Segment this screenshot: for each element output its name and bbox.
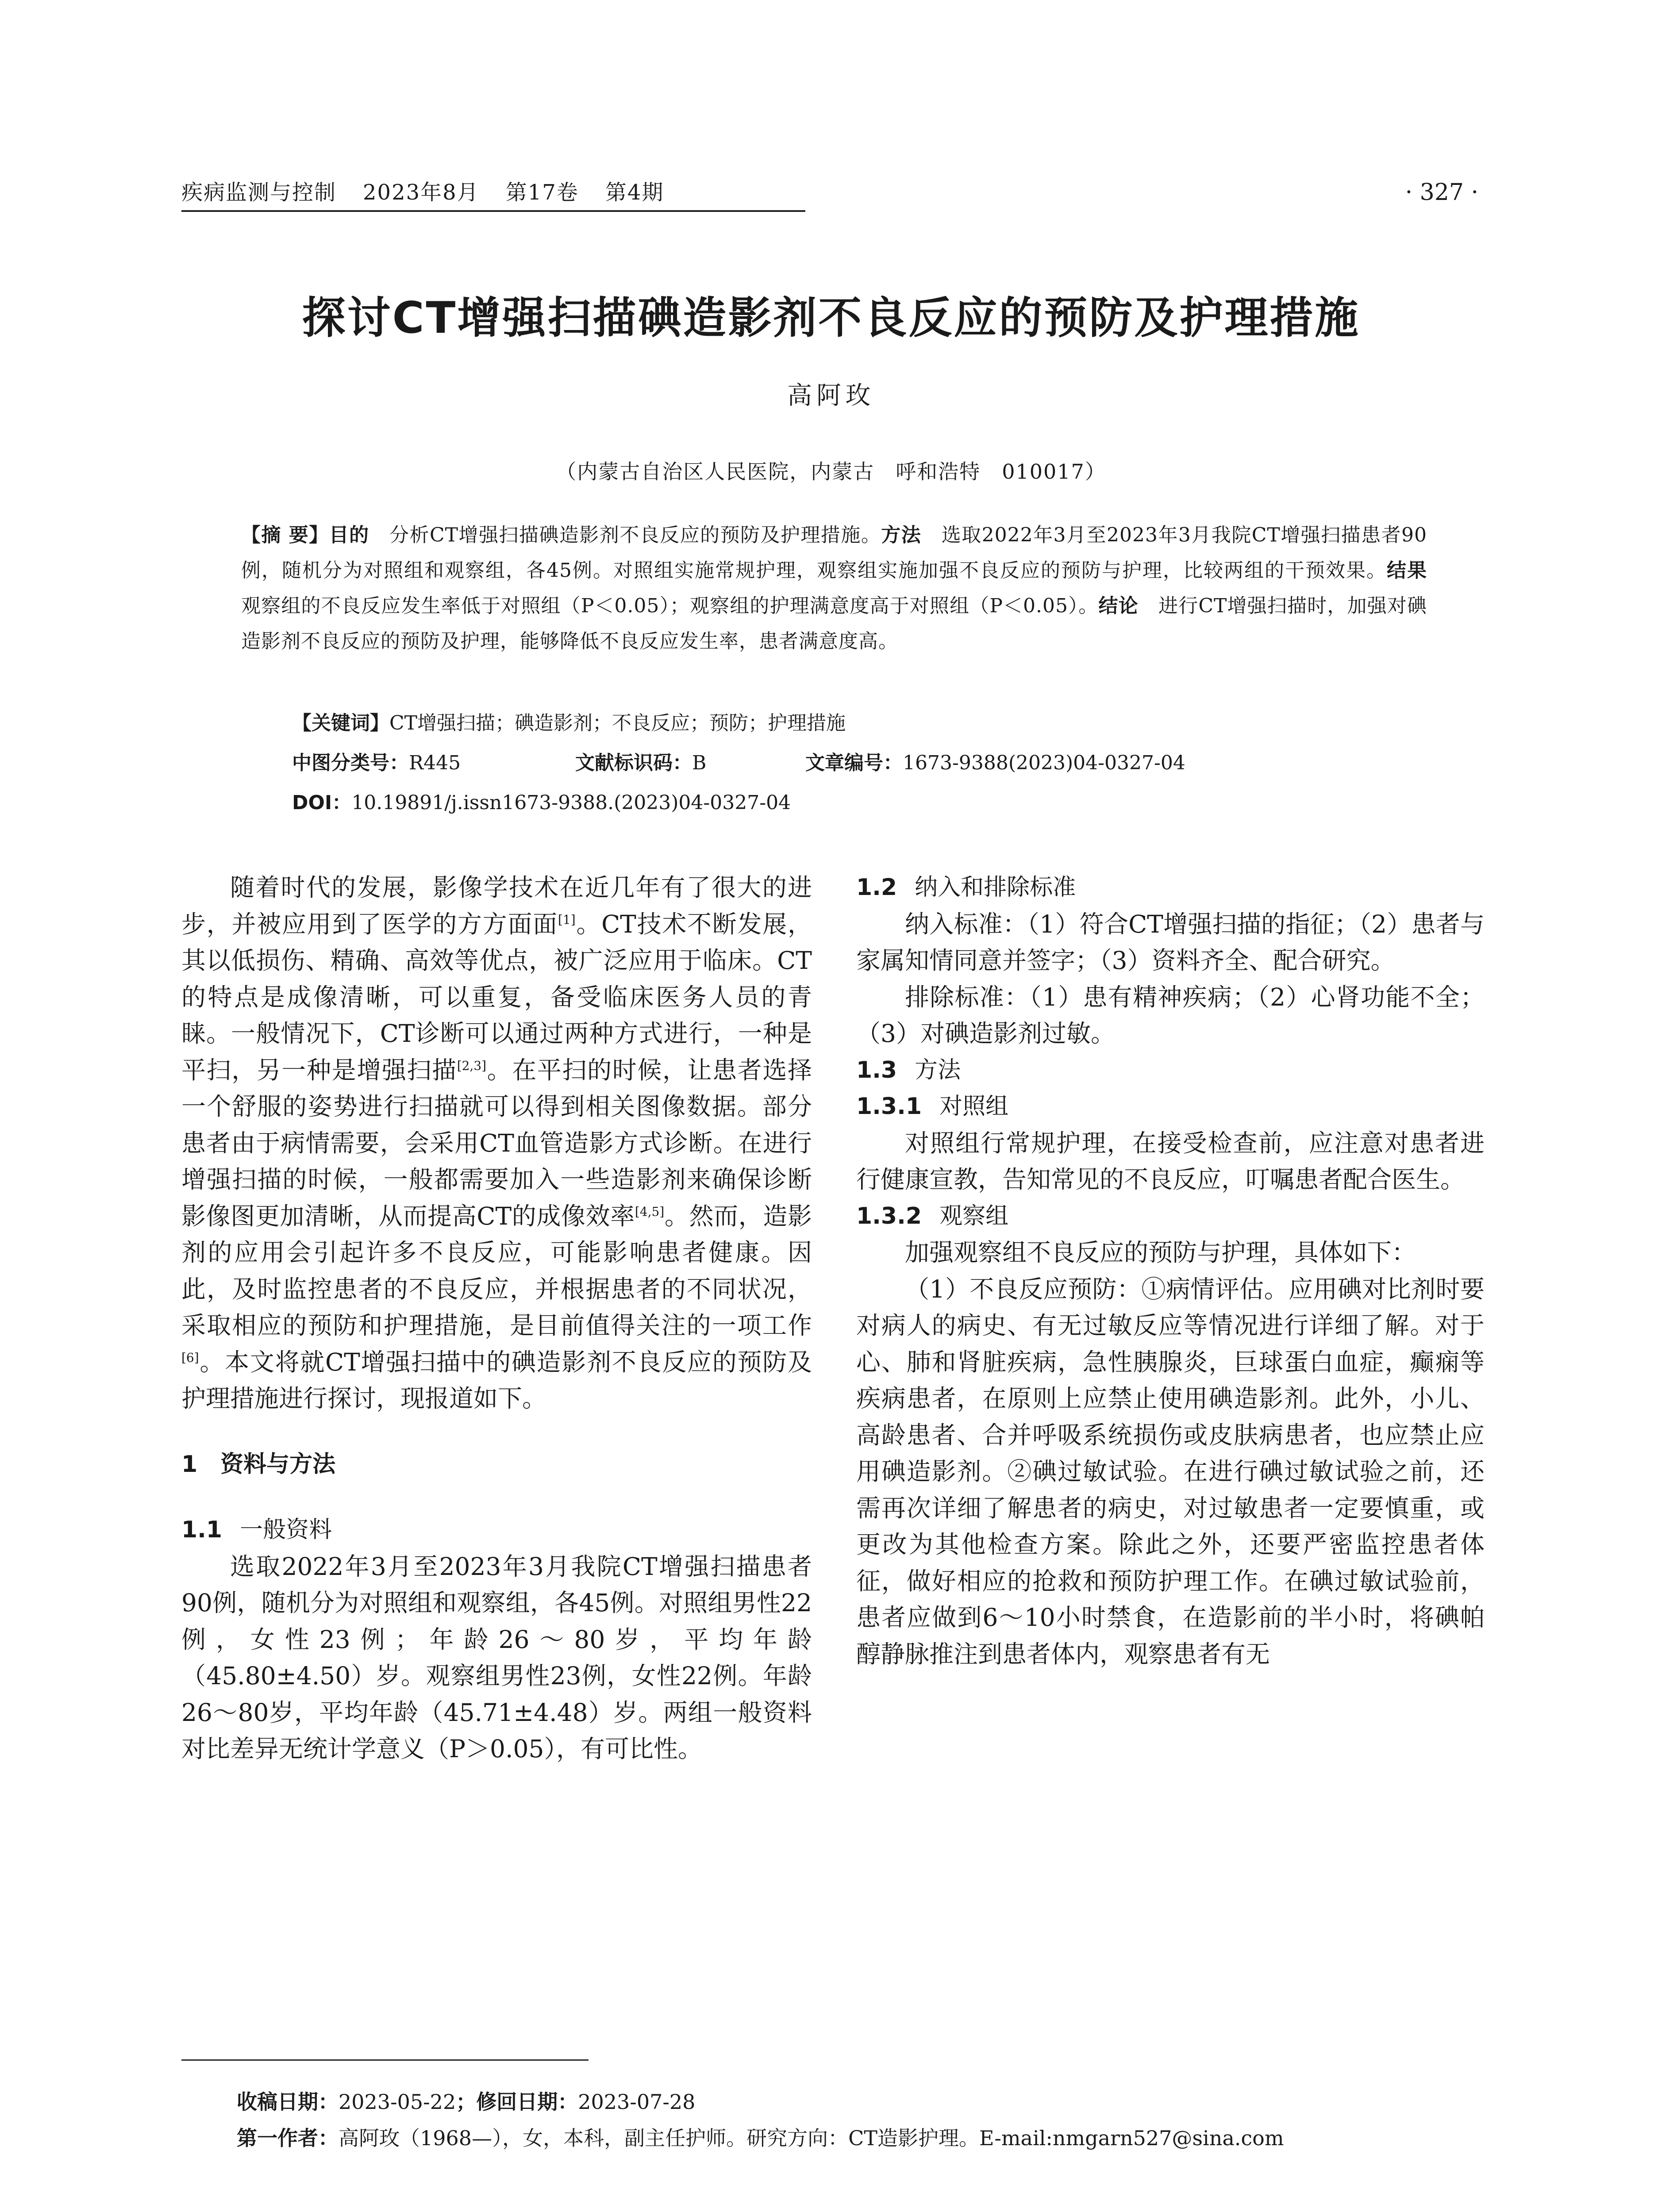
clc-label: 中图分类号： [292,752,409,774]
section-1-3-2-heading [856,1198,1485,1235]
first-author-label: 第一作者： [237,2126,339,2150]
section-1-3-2-title: 观察组 [939,1202,1009,1229]
section-1-3-2-number: 1.3.2 [856,1202,922,1229]
control-group-paragraph: 对照组行常规护理，在接受检查前，应注意对患者进行健康宣教，告知常见的不良反应，叮嘱患者配合医生。 [856,1129,1485,1194]
footnotes [237,2084,1520,2156]
conclusion-text: 进行CT增强扫描时，加强对碘造影剂不良反应的预防及护理，能够降低不良反应发生率，患者满意度高。 [241,595,1427,653]
section-1-1-title: 一般资料 [240,1517,332,1543]
section-1-1-number: 1.1 [181,1517,223,1543]
article-no-label: 文章编号： [805,752,903,774]
section-1-2-title: 纳入和排除标准 [915,874,1076,901]
keywords-label: 【关键词】 [292,712,389,734]
right-column [856,869,1485,1672]
citation-2: [2,3] [457,1058,487,1073]
inclusion-criteria: 纳入标准：（1）符合CT增强扫描的指征；（2）患者与家属知情同意并签字；（3）资料齐全、配合研究。 [856,910,1485,975]
general-data-paragraph: 选取2022年3月至2023年3月我院CT增强扫描患者90例，随机分为对照组和观察组，各45例。对照组男性22例，女性23例；年龄26～80岁，平均年龄（45.80±4.50）岁。观察组男性23例，女性22例。年龄26～80岁，平均年龄（45.71±4.48）岁。两组一般资料对比差异无统计学意义（P＞0.05），有可比性。 [181,1552,812,1763]
intro-text-4: 。然而，造影剂的应用会引起许多不良反应，可能影响患者健康。因此，及时监控患者的不良反应，并根据患者的不同状况，采取相应的预防和护理措施，是目前值得关注的一项工作 [181,1202,812,1340]
section-1-3-1-title: 对照组 [939,1093,1009,1120]
citation-1: [1] [558,912,576,927]
first-author-info: 高阿玫（1968—），女，本科，副主任护师。研究方向：CT造影护理。E-mail:nmgarn527@sina.com [339,2126,1284,2150]
intro-text-3: 。在平扫的时候，让患者选择一个舒服的姿势进行扫描就可以得到相关图像数据。部分患者由于病情需要，会采用CT血管造影方式诊断。在进行增强扫描的时候，一般都需要加入一些造影剂来确保诊断影像图更加清晰，从而提高CT的成像效率 [181,1056,812,1230]
classification-line [292,745,1443,781]
first-author-note [237,2120,1520,2156]
methods-text: 选取2022年3月至2023年3月我院CT增强扫描患者90例，随机分为对照组和观察组，各45例。对照组实施常规护理，观察组实施加强不良反应的预防与护理，比较两组的干预效果。 [241,524,1427,582]
section-1-2-number: 1.2 [856,874,897,901]
volume: 第17卷 [505,180,579,205]
article-author: 高阿玫 [787,381,875,410]
section-1-heading: 1 资料与方法 [181,1451,336,1478]
intro-text-5: 。本文将就CT增强扫描中的碘造影剂不良反应的预防及护理措施进行探讨，现报道如下。 [181,1348,812,1413]
results-text: 观察组的不良反应发生率低于对照组（P＜0.05）；观察组的护理满意度高于对照组（P＜0.05）。 [241,595,1099,617]
doi-line [292,785,1398,821]
conclusion-label: 结论 [1098,595,1139,617]
clc-value: R445 [409,752,461,774]
footnote-rule [181,2059,589,2061]
exclusion-criteria: 排除标准：（1）患有精神疾病；（2）心肾功能不全；（3）对碘造影剂过敏。 [856,983,1485,1048]
intro-paragraph [181,869,812,1417]
methods-label: 方法 [881,524,922,546]
doc-code-label: 文献标识码： [575,752,692,774]
left-column [181,869,812,1767]
section-1-3-1-number: 1.3.1 [856,1093,922,1120]
abstract-label: 【摘 要】 [241,524,329,546]
observation-paragraph-1: （1）不良反应预防：①病情评估。应用碘对比剂时要对病人的病史、有无过敏反应等情况进行详细了解。对于心、肺和肾脏疾病，急性胰腺炎，巨球蛋白血症，癫痫等疾病患者，在原则上应禁止使用碘造影剂。此外，小儿、高龄患者、合并呼吸系统损伤或皮肤病患者，也应禁止应用碘造影剂。②碘过敏试验。在进行碘过敏试验之前，还需再次详细了解患者的病史，对过敏患者一定要慎重，或更改为其他检查方案。除此之外，还要严密监控患者体征，做好相应的抢救和预防护理工作。在碘过敏试验前，患者应做到6～10小时禁食，在造影前的半小时，将碘帕醇静脉推注到患者体内，观察患者有无 [856,1275,1485,1668]
doc-code-value: B [692,752,707,774]
article-title: 探讨CT增强扫描碘造影剂不良反应的预防及护理措施 [302,293,1360,343]
issue-date: 2023年8月 [363,180,479,205]
section-1-3-title: 方法 [915,1056,961,1083]
doi-value: 10.19891/j.issn1673-9388.(2023)04-0327-04 [351,791,791,814]
article-no-value: 1673-9388(2023)04-0327-04 [903,752,1185,774]
results-label: 结果 [1387,559,1427,582]
issue: 第4期 [605,180,664,205]
objective-text: 分析CT增强扫描碘造影剂不良反应的预防及护理措施。 [389,524,881,546]
journal-name: 疾病监测与控制 [181,180,337,205]
keywords [292,706,1398,741]
objective-label: 目的 [329,524,369,546]
intro-text-1: 随着时代的发展，影像学技术在近几年有了很大的进步，并被应用到了医学的方方面面 [181,873,812,938]
section-1-1-heading [181,1512,812,1548]
received-date: 2023-05-22 [339,2090,456,2114]
observation-intro: 加强观察组不良反应的预防与护理，具体如下： [905,1238,1416,1267]
citation-3: [4,5] [635,1204,665,1219]
revised-label: ；修回日期： [456,2090,578,2114]
author-affiliation: （内蒙古自治区人民医院，内蒙古 呼和浩特 010017） [556,460,1106,484]
section-1-3-heading [856,1052,1485,1089]
received-label: 收稿日期： [237,2090,339,2114]
abstract-text [241,518,1427,659]
citation-4: [6] [181,1350,199,1365]
intro-text-2: 。CT技术不断发展，其以低损伤、精确、高效等优点，被广泛应用于临床。CT的特点是成像清晰，可以重复，备受临床医务人员的青睐。一般情况下，CT诊断可以通过两种方式进行，一种是平扫，另一种是增强扫描 [181,910,812,1084]
section-1-3-number: 1.3 [856,1056,897,1083]
page-number: · 327 · [1405,179,1478,206]
section-1-2-heading [856,869,1485,906]
revised-date: 2023-07-28 [578,2090,696,2114]
section-1-3-1-heading [856,1088,1485,1125]
running-header [181,175,805,212]
keywords-text: CT增强扫描；碘造影剂；不良反应；预防；护理措施 [389,712,846,734]
received-dates [237,2084,1520,2120]
abstract [241,518,1427,659]
doi-label: DOI： [292,791,352,814]
